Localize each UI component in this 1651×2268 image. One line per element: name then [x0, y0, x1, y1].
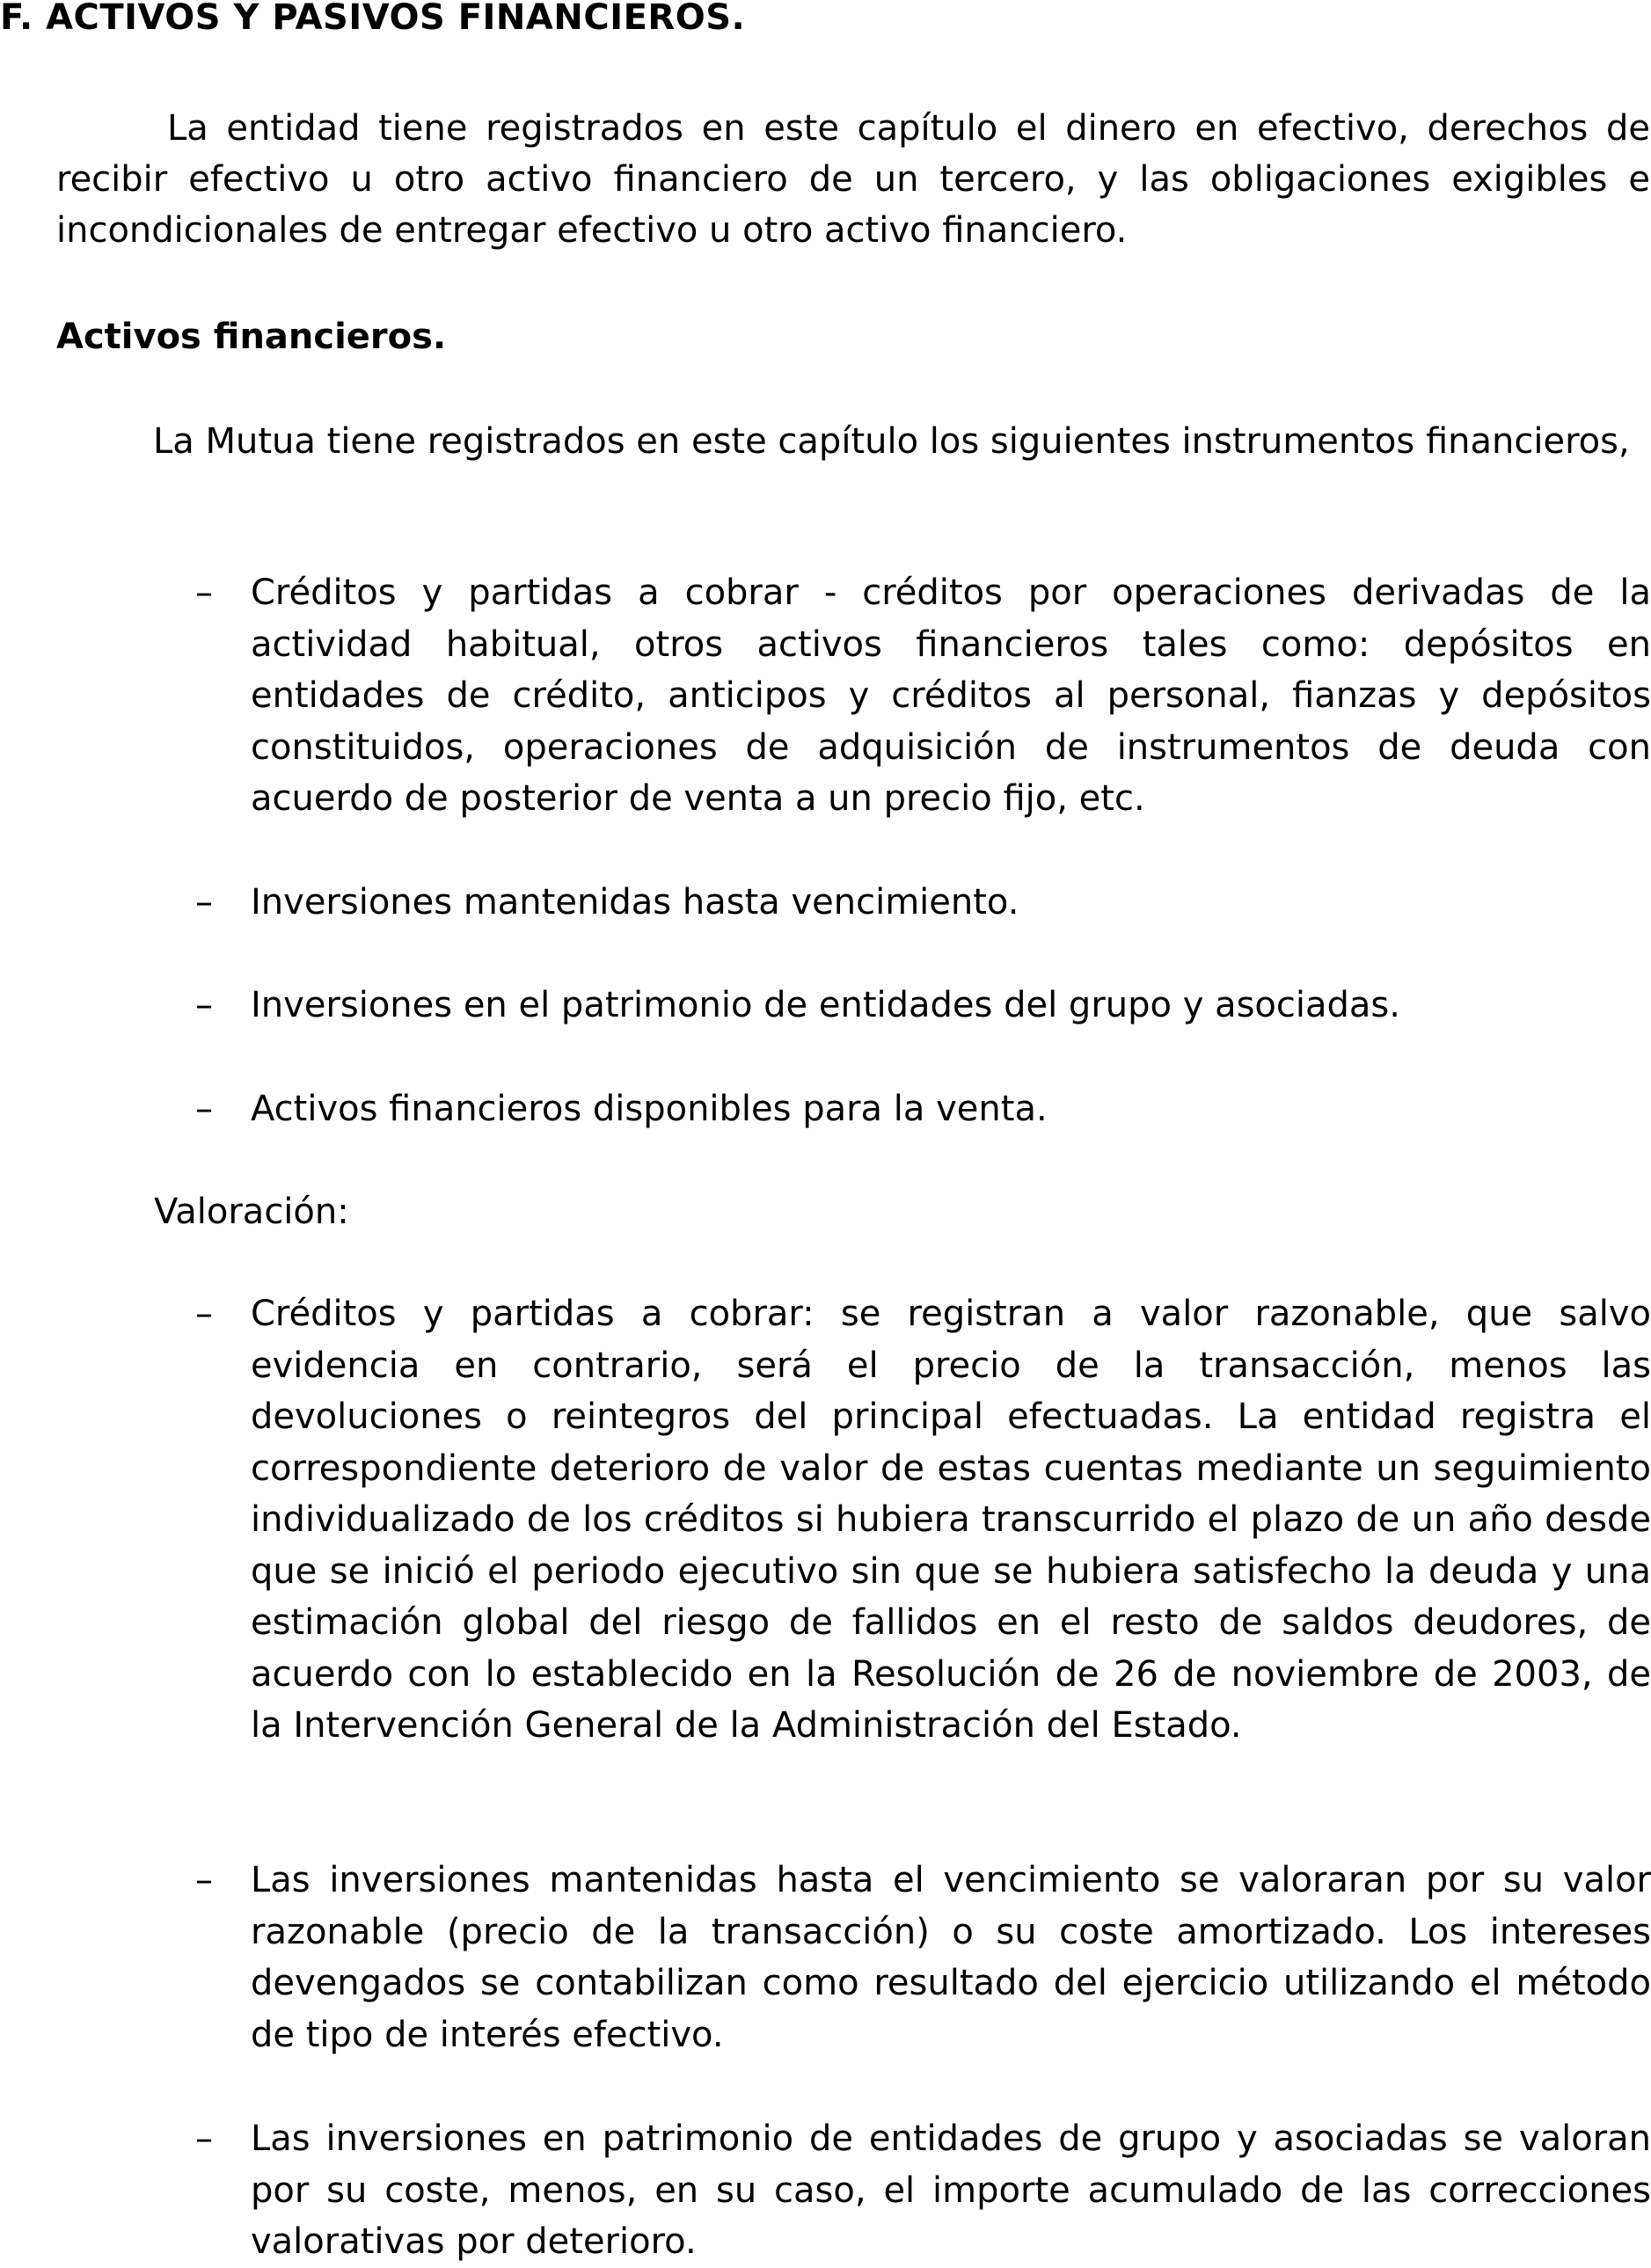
intro-paragraph: La entidad tiene registrados en este capítulo el dinero en efectivo, derechos de recibir efectivo u otro activo financiero de un tercero, y las obligaciones exigibles e incondicionales de entregar efectivo u otro activo financiero.: [56, 108, 1650, 251]
list-bullet: –: [195, 572, 213, 613]
list-item: Créditos y partidas a cobrar: se registran a valor razonable, que salvo evidencia en contrario, será el precio de la transacción, menos las devoluciones o reintegros del principal efectuadas. La entidad registra el correspondiente deterioro de valor de estas cuentas mediante un seguimiento individualizado de los créditos si hubiera transcurrido el plazo de un año desde que se inició el periodo ejecutivo sin que se hubiera satisfecho la deuda y una estimación global del riesgo de fallidos en el resto de saldos deudores, de acuerdo con lo establecido en la Resolución de 26 de noviembre de 2003, de la Intervención General de la Administración del Estado.: [251, 1294, 1651, 1746]
list-item: Inversiones en el patrimonio de entidades del grupo y asociadas.: [251, 985, 1400, 1025]
subsection-title: Activos financieros.: [56, 317, 447, 357]
section-title: F. ACTIVOS Y PASIVOS FINANCIEROS.: [0, 0, 746, 38]
valuation-label: Valoración:: [154, 1192, 349, 1232]
list-item: Las inversiones mantenidas hasta el vencimiento se valoraran por su valor razonable (precio de la transacción) o su coste amortizado. Los intereses devengados se contabilizan como resultado del ejercicio utilizando el método de tipo de interés efectivo.: [251, 1860, 1651, 2055]
list-item: Las inversiones en patrimonio de entidades de grupo y asociadas se valoran por su coste, menos, en su caso, el importe acumulado de las correcciones valorativas por deterioro.: [251, 2119, 1651, 2262]
list-bullet: –: [195, 1860, 213, 1900]
instruments-paragraph: La Mutua tiene registrados en este capítulo los siguientes instrumentos financieros,: [153, 421, 1630, 462]
list-bullet: –: [195, 2119, 213, 2159]
list-bullet: –: [195, 1294, 213, 1334]
list-item: Inversiones mantenidas hasta vencimiento.: [251, 882, 1019, 923]
list-bullet: –: [195, 882, 213, 923]
list-item: Créditos y partidas a cobrar - créditos por operaciones derivadas de la actividad habitual, otros activos financieros tales como: depósitos en entidades de crédito, anticipos y créditos al personal, fianzas y depósitos constituidos, operaciones de adquisición de instrumentos de deuda con acuerdo de posterior de venta a un precio fijo, etc.: [251, 572, 1651, 819]
list-bullet: –: [195, 985, 213, 1025]
list-item: Activos financieros disponibles para la venta.: [251, 1089, 1048, 1129]
list-bullet: –: [195, 1089, 213, 1129]
